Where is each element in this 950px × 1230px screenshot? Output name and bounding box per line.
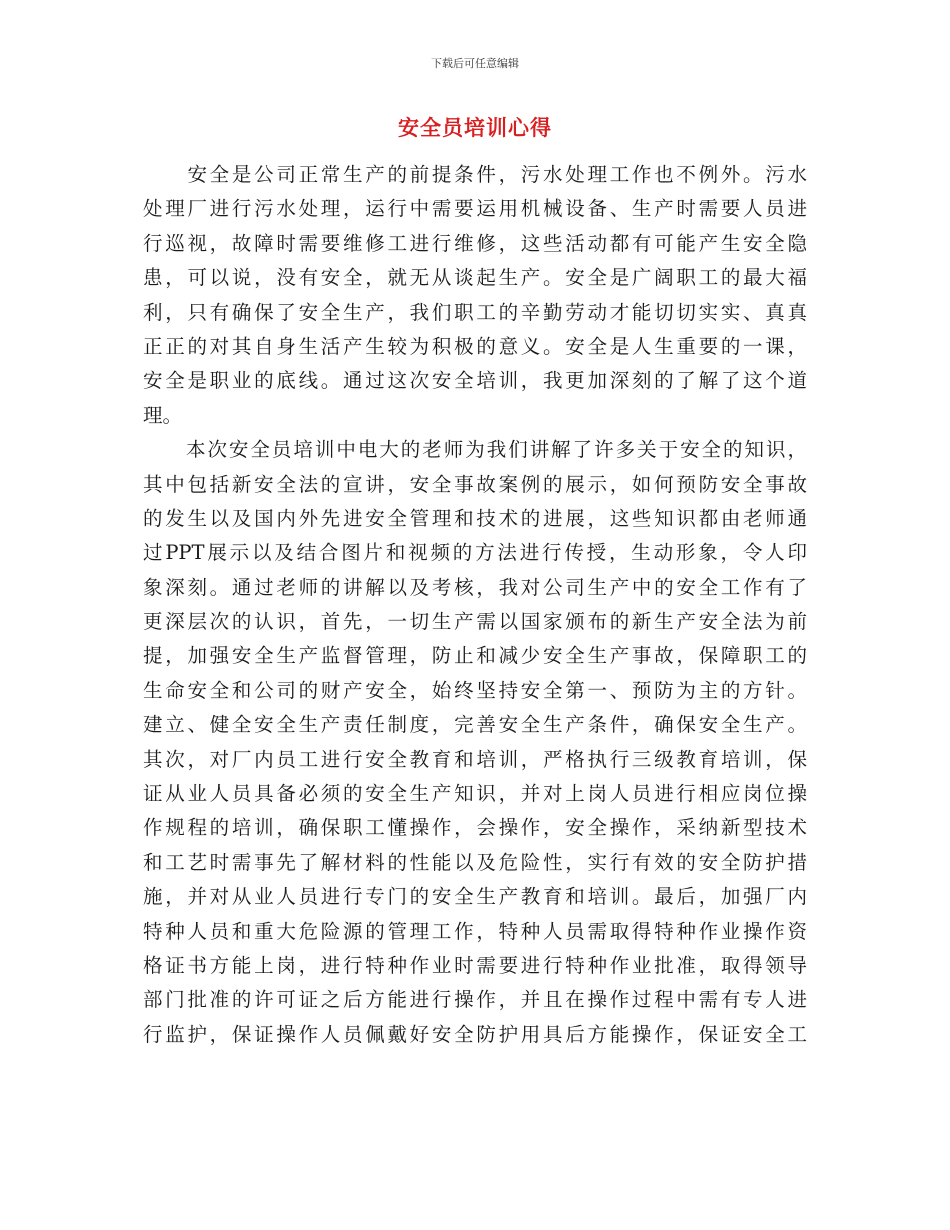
text-line: 患，可以说，没有安全，就无从谈起生产。安全是广阔职工的最大福: [143, 266, 807, 290]
text-line: 提，加强安全生产监督管理，防止和减少安全生产事故，保障职工的: [143, 644, 807, 668]
paragraph-2: [143, 433, 807, 1052]
text-line: 部门批准的许可证之后方能进行操作，并且在操作过程中需有专人进: [143, 988, 807, 1012]
text-line: 象深刻。通过老师的讲解以及考核，我对公司生产中的安全工作有了: [143, 575, 807, 599]
text-line: 和工艺时需事先了解材料的性能以及危险性，实行有效的安全防护措: [143, 850, 807, 874]
text-line: 格证书方能上岗，进行特种作业时需要进行特种作业批准，取得领导: [143, 953, 807, 977]
text-line: 特种人员和重大危险源的管理工作，特种人员需取得特种作业操作资: [143, 919, 807, 943]
paragraph-1: [143, 158, 807, 433]
text-line: 建立、健全安全生产责任制度，完善安全生产条件，确保安全生产。: [143, 713, 807, 737]
text-line: 生命安全和公司的财产安全，始终坚持安全第一、预防为主的方针。: [143, 678, 807, 702]
document-body: [143, 158, 807, 1052]
text-line: 证从业人员具备必须的安全生产知识，并对上岗人员进行相应岗位操: [143, 782, 807, 806]
text-line: 过PPT展示以及结合图片和视频的方法进行传授，生动形象，令人印: [143, 541, 807, 565]
document-title: 安全员培训心得: [398, 115, 552, 140]
text-line: 其次，对厂内员工进行安全教育和培训，严格执行三级教育培训，保: [143, 747, 807, 771]
text-line: 安全是职业的底线。通过这次安全培训，我更加深刻的了解了这个道: [143, 369, 807, 393]
text-line: 安全是公司正常生产的前提条件，污水处理工作也不例外。污水: [143, 163, 807, 186]
text-line: 本次安全员培训中电大的老师为我们讲解了许多关于安全的知识，: [143, 438, 807, 462]
text-line: 正正的对其自身生活产生较为积极的意义。安全是人生重要的一课，: [143, 334, 807, 358]
text-line: 作规程的培训，确保职工懂操作，会操作，安全操作，采纳新型技术: [143, 816, 807, 840]
text-line: 行监护，保证操作人员佩戴好安全防护用具后方能操作，保证安全工: [143, 1022, 807, 1046]
header-note: 下载后可任意编辑: [431, 57, 519, 70]
text-line: 其中包括新安全法的宣讲，安全事故案例的展示，如何预防安全事故: [143, 472, 807, 496]
text-line: 施，并对从业人员进行专门的安全生产教育和培训。最后，加强厂内: [143, 885, 807, 909]
text-line: 理。: [143, 403, 183, 427]
text-line: 利，只有确保了安全生产，我们职工的辛勤劳动才能切切实实、真真: [143, 300, 807, 324]
text-line: 的发生以及国内外先进安全管理和技术的进展，这些知识都由老师通: [143, 506, 807, 530]
text-line: 处理厂进行污水处理，运行中需要运用机械设备、生产时需要人员进: [143, 197, 807, 221]
text-line: 更深层次的认识，首先，一切生产需以国家颁布的新生产安全法为前: [143, 610, 807, 634]
text-line: 行巡视，故障时需要维修工进行维修，这些活动都有可能产生安全隐: [143, 231, 807, 255]
